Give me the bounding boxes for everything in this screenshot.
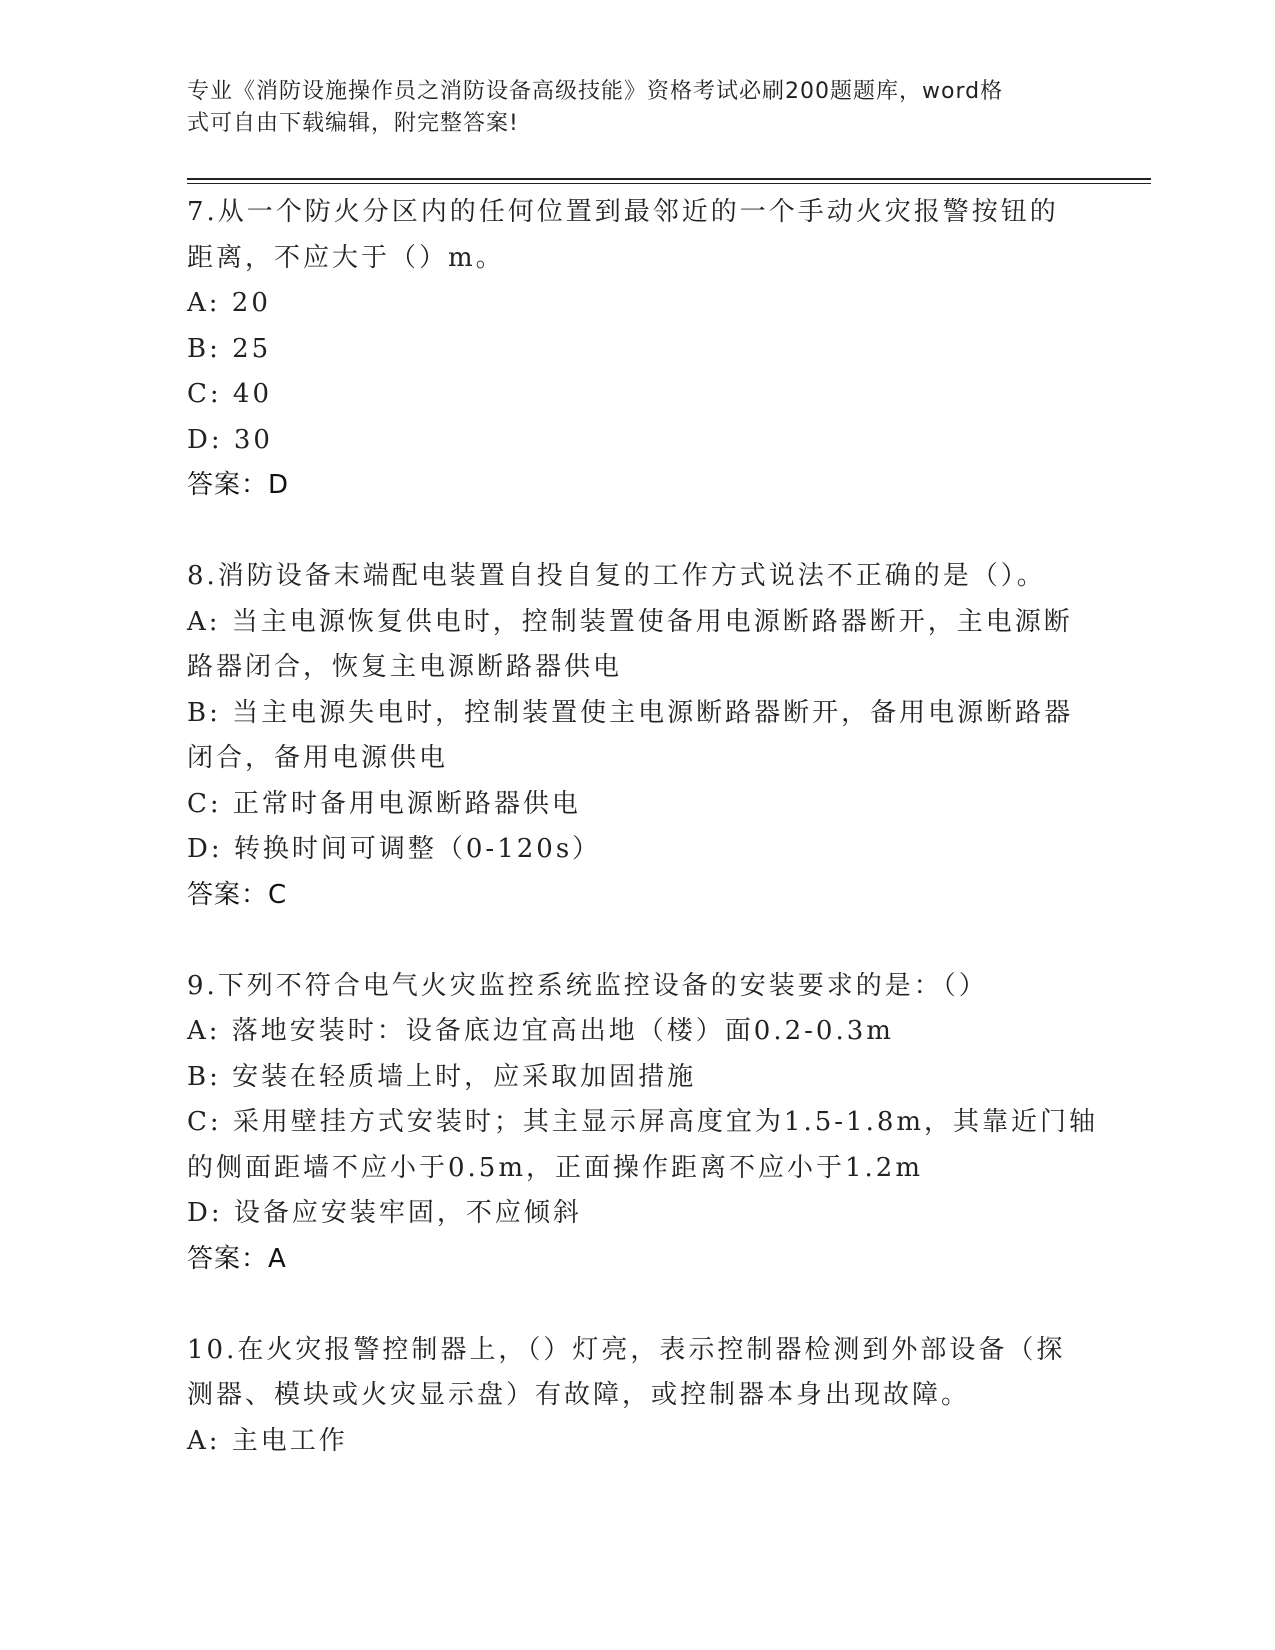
question-text-line: 8.消防设备末端配电装置自投自复的工作方式说法不正确的是（）。 [187, 561, 1046, 591]
spacer [187, 509, 1087, 555]
option-c: C: 采用壁挂方式安装时；其主显示屏高度宜为1.5-1.8m，其靠近门轴 [187, 1107, 1099, 1137]
option-a: A: 当主电源恢复供电时，控制装置使备用电源断路器断开，主电源断 [187, 606, 1073, 637]
spacer [187, 918, 1087, 964]
option-b: B: 安装在轻质墙上时，应采取加固措施 [187, 1061, 697, 1092]
option-b: B: 25 [187, 333, 272, 364]
option-c-continued: 的侧面距墙不应小于0.5m，正面操作距离不应小于1.2m [187, 1152, 924, 1183]
question-text-line: 10.在火灾报警控制器上，（）灯亮，表示控制器检测到外部设备（探 [187, 1334, 1066, 1365]
option-d: D: 30 [187, 424, 273, 455]
answer-line: 答案：A [187, 1243, 287, 1274]
option-a: A: 落地安装时：设备底边宜高出地（楼）面0.2-0.3m [187, 1016, 894, 1046]
option-a-continued: 路器闭合，恢复主电源断路器供电 [187, 652, 623, 682]
question-9 [187, 964, 1099, 1283]
spacer [187, 1282, 1087, 1328]
option-c: C: 40 [187, 379, 273, 409]
question-list [187, 190, 1099, 1464]
question-text-line: 7.从一个防火分区内的任何位置到最邻近的一个手动火灾报警按钮的 [187, 197, 1059, 227]
question-text-line: 测器、模块或火灾显示盘）有故障，或控制器本身出现故障。 [187, 1380, 971, 1410]
question-10 [187, 1328, 1087, 1465]
question-text-line: 9.下列不符合电气火灾监控系统监控设备的安装要求的是：（） [187, 970, 988, 1001]
question-8 [187, 554, 1087, 918]
option-a: A: 主电工作 [187, 1425, 348, 1456]
option-c: C: 正常时备用电源断路器供电 [187, 788, 581, 819]
document-header [187, 76, 1067, 140]
option-d: D: 设备应安装牢固，不应倾斜 [187, 1198, 582, 1228]
header-line-1: 专业《消防设施操作员之消防设备高级技能》资格考试必刷200题题库，word格 [187, 79, 1004, 104]
option-b-continued: 闭合，备用电源供电 [187, 743, 449, 773]
answer-line: 答案：D [187, 470, 290, 500]
answer-line: 答案：C [187, 879, 288, 910]
option-a: A: 20 [187, 288, 271, 318]
option-b: B: 当主电源失电时，控制装置使主电源断路器断开，备用电源断路器 [187, 697, 1074, 728]
option-d: D: 转换时间可调整（0-120s） [187, 834, 602, 864]
header-line-2: 式可自由下载编辑，附完整答案! [187, 111, 519, 136]
question-text-line: 距离，不应大于（）m。 [187, 242, 505, 273]
header-rule-thin [187, 183, 1151, 184]
header-rule-thick [187, 178, 1151, 180]
question-7 [187, 190, 1087, 509]
